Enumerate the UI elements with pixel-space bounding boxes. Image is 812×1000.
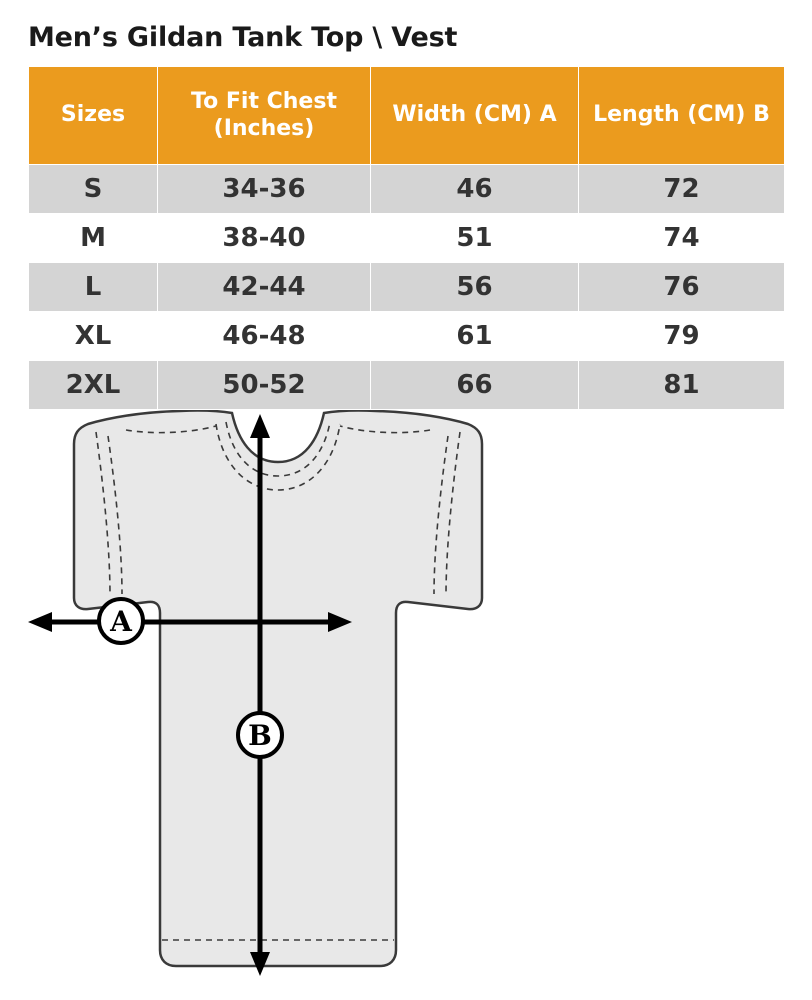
cell-width: 66 — [371, 361, 579, 410]
cell-size: S — [29, 165, 158, 214]
table-row — [29, 165, 785, 214]
cell-size: L — [29, 263, 158, 312]
cell-chest: 46-48 — [158, 312, 371, 361]
page-title: Men’s Gildan Tank Top \ Vest — [28, 22, 458, 53]
measure-label-a: A — [97, 597, 145, 645]
tank-top-diagram — [0, 410, 812, 1000]
column-header-length: Length (CM) B — [579, 67, 785, 165]
cell-chest: 42-44 — [158, 263, 371, 312]
cell-width: 46 — [371, 165, 579, 214]
cell-size: M — [29, 214, 158, 263]
cell-width: 56 — [371, 263, 579, 312]
cell-length: 79 — [579, 312, 785, 361]
table-header-row — [29, 67, 785, 165]
cell-length: 81 — [579, 361, 785, 410]
tank-top-outline — [74, 411, 482, 966]
cell-length: 72 — [579, 165, 785, 214]
cell-width: 51 — [371, 214, 579, 263]
table-row — [29, 361, 785, 410]
column-header-chest: To Fit Chest (Inches) — [158, 67, 371, 165]
column-header-sizes: Sizes — [29, 67, 158, 165]
size-chart-table — [28, 66, 785, 410]
cell-size: XL — [29, 312, 158, 361]
table-row — [29, 214, 785, 263]
measure-label-b: B — [236, 711, 284, 759]
cell-chest: 34-36 — [158, 165, 371, 214]
cell-chest: 38-40 — [158, 214, 371, 263]
cell-length: 74 — [579, 214, 785, 263]
cell-width: 61 — [371, 312, 579, 361]
column-header-width: Width (CM) A — [371, 67, 579, 165]
cell-size: 2XL — [29, 361, 158, 410]
table-row — [29, 263, 785, 312]
cell-length: 76 — [579, 263, 785, 312]
cell-chest: 50-52 — [158, 361, 371, 410]
table-row — [29, 312, 785, 361]
